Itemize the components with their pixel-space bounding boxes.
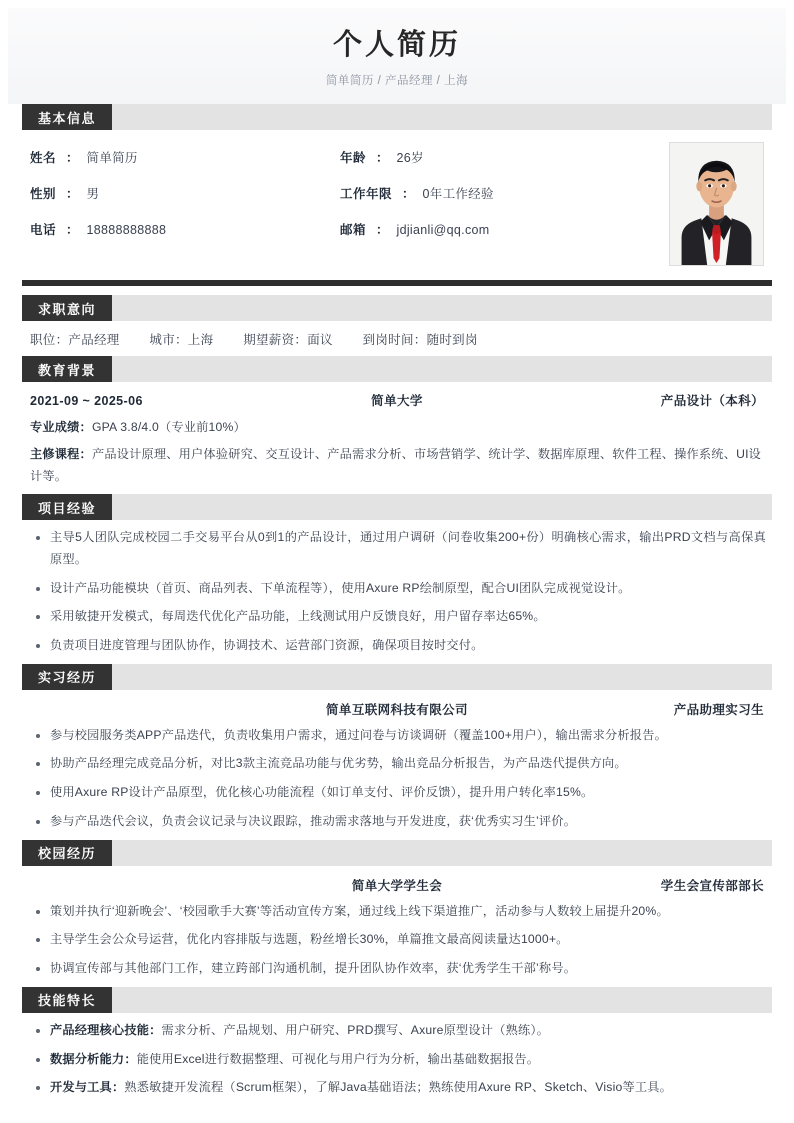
list-item: 负责项目进度管理与团队协作，协调技术、运营部门资源，确保项目按时交付。 (34, 635, 766, 657)
list-item: 采用敏捷开发模式，每周迭代优化产品功能，上线测试用户反馈良好，用户留存率达65%。 (34, 606, 766, 628)
list-item: 协助产品经理完成竞品分析，对比3款主流竞品功能与优劣势，输出竞品分析报告，为产品迭代提供方向。 (34, 753, 766, 775)
section-title-internship: 实习经历 (22, 664, 112, 690)
section-bar-fill (112, 104, 772, 130)
section-header-internship (22, 664, 772, 690)
section-divider (22, 280, 772, 286)
section-header-intent (22, 295, 772, 321)
field-experience-value: 0年工作经验 (422, 187, 494, 202)
intent-city: 城市：上海 (149, 333, 214, 348)
field-gender (30, 184, 340, 202)
section-header-campus (22, 840, 772, 866)
skill-label: 开发与工具 (50, 1080, 112, 1095)
field-phone (30, 220, 340, 238)
skill-value: 需求分析、产品规划、用户研究、PRD撰写、Axure原型设计（熟练）。 (161, 1022, 550, 1037)
internship-heading-row (0, 690, 794, 718)
avatar (669, 142, 764, 266)
resume-header (8, 8, 786, 104)
education-gpa-row (0, 411, 794, 438)
portrait-photo-icon (670, 143, 763, 265)
section-header-education (22, 356, 772, 382)
skill-sep: ： (124, 1051, 137, 1066)
education-major: 产品设计（本科） (660, 394, 764, 409)
campus-bullet-list (0, 894, 794, 987)
education-school: 简单大学 (371, 394, 423, 409)
education-courses-value: 产品设计原理、用户体验研究、交互设计、产品需求分析、市场营销学、统计学、数据库原理、软件工程、操作系统、UI设计等。 (30, 447, 762, 483)
field-age-value: 26岁 (396, 151, 424, 166)
section-header-project (22, 494, 772, 520)
list-item (34, 1077, 766, 1099)
page-subtitle: 简单简历 / 产品经理 / 上海 (325, 75, 469, 88)
skills-bullet-list (0, 1013, 794, 1106)
list-item: 协调宣传部与其他部门工作，建立跨部门沟通机制，提升团队协作效率，获‘优秀学生干部’称号。 (34, 958, 766, 980)
intent-position: 职位：产品经理 (30, 333, 120, 348)
section-bar-fill (112, 494, 772, 520)
section-bar-fill (112, 987, 772, 1013)
campus-heading-row (0, 866, 794, 894)
list-item: 策划并执行‘迎新晚会’、‘校园歌手大赛’等活动宣传方案，通过线上线下渠道推广，活动参与人数较上届提升20%。 (34, 901, 766, 923)
section-bar-fill (112, 840, 772, 866)
list-item: 使用Axure RP设计产品原型，优化核心功能流程（如订单支付、评价反馈），提升用户转化率15%。 (34, 782, 766, 804)
list-item: 参与产品迭代会议，负责会议记录与决议跟踪，推动需求落地与开发进度，获‘优秀实习生’评价。 (34, 811, 766, 833)
field-phone-sep: ： (66, 223, 79, 238)
list-item: 主导5人团队完成校园二手交易平台从0到1的产品设计，通过用户调研（问卷收集200+份）明确核心需求，输出PRD文档与高保真原型。 (34, 527, 766, 570)
section-title-project: 项目经验 (22, 494, 112, 520)
section-header-basic (22, 104, 772, 130)
list-item: 设计产品功能模块（首页、商品列表、下单流程等），使用Axure RP绘制原型，配合UI团队完成视觉设计。 (34, 578, 766, 600)
field-phone-label: 电话 (30, 223, 57, 238)
skill-label: 产品经理核心技能 (50, 1022, 150, 1037)
campus-role: 学生会宣传部部长 (660, 878, 764, 893)
section-title-basic: 基本信息 (22, 104, 112, 130)
list-item: 主导学生会公众号运营，优化内容排版与选题，粉丝增长30%，单篇推文最高阅读量达1000+。 (34, 929, 766, 951)
list-item (34, 1020, 766, 1042)
field-name-label: 姓名 (30, 151, 57, 166)
internship-bullet-list (0, 718, 794, 840)
field-experience-sep: ： (402, 187, 415, 202)
basic-info-block (0, 130, 794, 270)
basic-info-grid (30, 142, 657, 238)
education-courses-row (0, 438, 794, 494)
education-gpa-label: 专业成绩： (30, 420, 92, 435)
education-heading-row (0, 382, 794, 411)
job-intent-row (0, 321, 794, 356)
list-item (34, 1049, 766, 1071)
field-age-label: 年龄 (340, 151, 367, 166)
field-gender-sep: ： (66, 187, 79, 202)
internship-role: 产品助理实习生 (673, 702, 764, 717)
page-title: 个人简历 (332, 29, 461, 61)
field-gender-value: 男 (86, 187, 100, 202)
field-experience-label: 工作年限 (340, 187, 393, 202)
skill-label: 数据分析能力 (50, 1051, 125, 1066)
internship-company: 简单互联网科技有限公司 (326, 702, 468, 717)
section-title-campus: 校园经历 (22, 840, 112, 866)
intent-salary: 期望薪资：面议 (243, 333, 333, 348)
field-email-label: 邮箱 (340, 223, 367, 238)
skill-sep: ： (149, 1022, 162, 1037)
field-email (340, 220, 657, 238)
education-gpa-value: GPA 3.8/4.0（专业前10%） (91, 420, 246, 435)
section-title-skills: 技能特长 (22, 987, 112, 1013)
education-courses-label: 主修课程： (30, 447, 92, 462)
education-date: 2021-09 ~ 2025-06 (30, 394, 143, 409)
section-bar-fill (112, 356, 772, 382)
field-phone-value: 18888888888 (86, 223, 167, 238)
section-title-education: 教育背景 (22, 356, 112, 382)
field-email-value: jdjianli@qq.com (396, 223, 490, 238)
section-bar-fill (112, 664, 772, 690)
field-name-sep: ： (66, 151, 79, 166)
intent-availability: 到岗时间：随时到岗 (362, 333, 478, 348)
list-item: 参与校园服务类APP产品迭代，负责收集用户需求，通过问卷与访谈调研（覆盖100+用户），输出需求分析报告。 (34, 725, 766, 747)
section-title-intent: 求职意向 (22, 295, 112, 321)
section-header-skills (22, 987, 772, 1013)
field-email-sep: ： (376, 223, 389, 238)
field-experience (340, 184, 657, 202)
field-name (30, 148, 340, 166)
project-bullet-list (0, 520, 794, 664)
field-name-value: 简单简历 (86, 151, 138, 166)
skill-value: 熟悉敏捷开发流程（Scrum框架），了解Java基础语法；熟练使用Axure RP、Sketch、Visio等工具。 (124, 1080, 673, 1095)
field-gender-label: 性别 (30, 187, 57, 202)
field-age (340, 148, 657, 166)
campus-org: 简单大学学生会 (351, 878, 443, 893)
section-bar-fill (112, 295, 772, 321)
skill-sep: ： (111, 1080, 125, 1095)
field-age-sep: ： (376, 151, 389, 166)
skill-value: 能使用Excel进行数据整理、可视化与用户行为分析，输出基础数据报告。 (136, 1051, 540, 1066)
